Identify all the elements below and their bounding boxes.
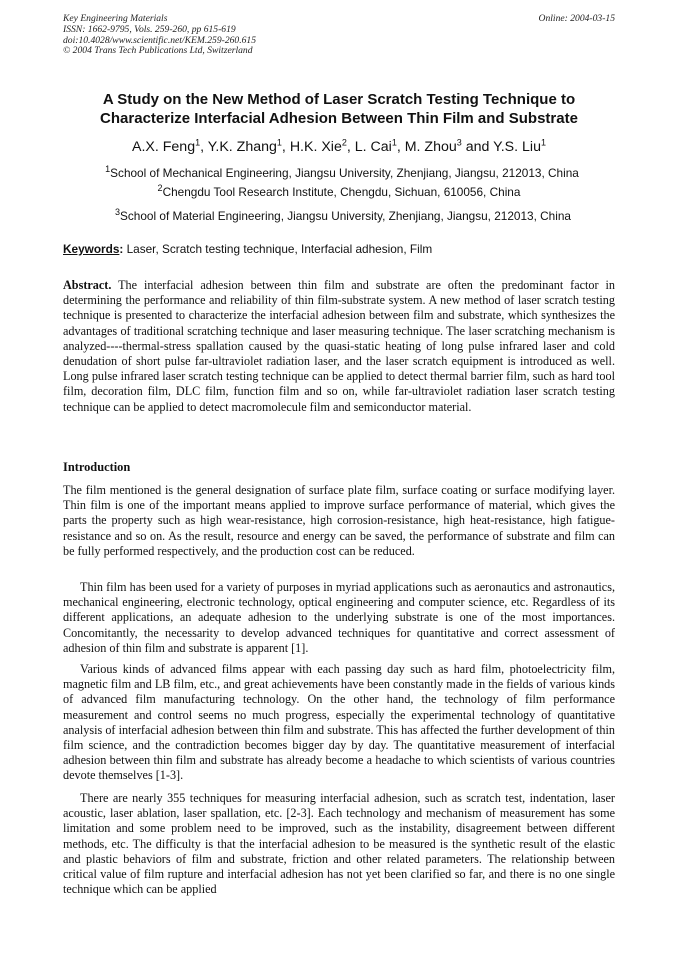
author-affiliation-mark: 1 (391, 137, 397, 148)
journal-issn: ISSN: 1662-9795, Vols. 259-260, pp 615-619 (63, 23, 236, 35)
author-separator: , (396, 139, 405, 155)
author-name: Y.K. Zhang (207, 139, 277, 155)
author-list (40, 138, 638, 156)
affiliation-number: 3 (115, 207, 121, 218)
journal-info (63, 14, 615, 57)
abstract-label: Abstract. (63, 278, 112, 292)
keywords-label: Keywords (63, 242, 120, 256)
author-name: A.X. Feng (132, 139, 196, 155)
author-separator: , (200, 139, 208, 155)
intro-paragraph-2: Thin film has been used for a variety of purposes in myriad applications such as aeronautics and astronautics, mechanical engineering, electronic technology, optical engineering and computer science, etc. Regardless of its different applications, an adequate adhesion to the underlying substrate is one of the most importances. Concomitantly, the necessarity to develop advanced techniques for quantitative and correct assessment of adhesion of thin film and substrate is apparent [1]. (63, 580, 615, 655)
affiliation-number: 2 (157, 183, 163, 194)
keywords-colon: : (119, 242, 124, 256)
affiliation-number: 1 (105, 164, 111, 175)
online-date: Online: 2004-03-15 (538, 13, 615, 24)
abstract-text: The interfacial adhesion between thin film and substrate are often the predominant factor in determining the performance and reliability of thin film-substrate system. A new method of laser scratch testing technique is presented to characterize the interfacial adhesion between film and substrate, which synthesizes the advantages of traditional scratching technique and laser measuring technique. The laser scratching mechanism is analyzed----thermal-stress spallation caused by the quasi-static heating of long pulse infrared laser and cold denudation of short pulse far-ultraviolet radiation laser, and the laser scratch equipment is introduced as well. Long pulse infrared laser scratch testing technique can be applied to detect thermal barrier film, such as hard tool film, decoration film, DLC film, function film and so on, while far-ultraviolet radiation laser scratch testing technique can be applied to detect macromolecule film and semiconductor material. (63, 278, 615, 414)
author-name: H.K. Xie (289, 139, 342, 155)
author-name: M. Zhou (404, 139, 457, 155)
author-separator: , (281, 139, 290, 155)
section-heading-introduction: Introduction (63, 460, 131, 474)
affiliation-text: School of Material Engineering, Jiangsu University, Zhenjiang, Jiangsu, 212013, China (120, 209, 571, 223)
affiliation-text: Chengdu Tool Research Institute, Chengdu, Sichuan, 610056, China (162, 185, 521, 199)
author-affiliation-mark: 3 (456, 137, 462, 148)
abstract-paragraph (63, 278, 615, 415)
intro-paragraph-1: The film mentioned is the general designation of surface plate film, surface coating or surface modifying layer. Thin film is one of the important means applied to improve surface performance of material, which gives the parts the property such as high wear-resistance, high corrosion-resistance, high heat-resistance, high fatigue-resistance and so on. As the result, resource and energy can be saved, the performance of substrate and film can be fully performed respectively, and the production cost can be reduced. (63, 483, 615, 558)
author-separator: , (346, 139, 355, 155)
affiliation-1 (43, 166, 641, 180)
journal-header (63, 14, 615, 57)
paper-title (40, 91, 638, 128)
author-separator: and (461, 139, 494, 155)
author-affiliation-mark: 1 (276, 137, 282, 148)
author-affiliation-mark: 1 (540, 137, 546, 148)
keywords-line (63, 242, 432, 256)
intro-paragraph-3: Various kinds of advanced films appear with each passing day such as hard film, photoelectricity film, magnetic film and LB film, etc., and great achievements have been constantly made in the fields of various kinds of advanced film manufacturing technology. On the other hand, the technology of film performance measurement and control seems no much progress, especially the experimental technology of quantitative analysis of interfacial adhesion between thin film and substrate. This has affected the further development of thin film science, and the contradiction becomes bigger day by day. The quantitative measurement of interfacial adhesion between thin film and substrate has already become a headache to which scientists of various countries devote themselves [1-3]. (63, 662, 615, 783)
journal-name: Key Engineering Materials (63, 13, 168, 24)
affiliation-3 (44, 209, 642, 223)
affiliation-2 (40, 185, 638, 199)
journal-copyright: © 2004 Trans Tech Publications Ltd, Switzerland (63, 45, 253, 57)
author-affiliation-mark: 2 (341, 137, 347, 148)
journal-doi: doi:10.4028/www.scientific.net/KEM.259-260.615 (63, 34, 257, 46)
keywords-text: Laser, Scratch testing technique, Interfacial adhesion, Film (123, 242, 433, 256)
author-name: L. Cai (354, 139, 392, 155)
author-name: Y.S. Liu (493, 139, 541, 155)
title-line-2: Characterize Interfacial Adhesion Between Thin Film and Substrate (100, 109, 578, 127)
affiliation-text: School of Mechanical Engineering, Jiangsu University, Zhenjiang, Jiangsu, 212013, China (110, 166, 579, 180)
author-affiliation-mark: 1 (195, 137, 201, 148)
intro-paragraph-4: There are nearly 355 techniques for measuring interfacial adhesion, such as scratch test, indentation, laser acoustic, laser ablation, laser spallation, etc. [2-3]. Each technology and mechanism of measurement has some limitation and some problem need to be improved, such as the instability, disagreement between different methods, etc. The difficulty is that the interfacial adhesion to be measured is the synthetic result of the elastic and plastic behaviors of film and substrate, friction and other related parameters. The relationship between critical value of film rupture and interfacial adhesion has not yet been clarified so far, and there is no one single technique which can be applied (63, 791, 615, 897)
title-line-1: A Study on the New Method of Laser Scratch Testing Technique to (102, 91, 576, 108)
